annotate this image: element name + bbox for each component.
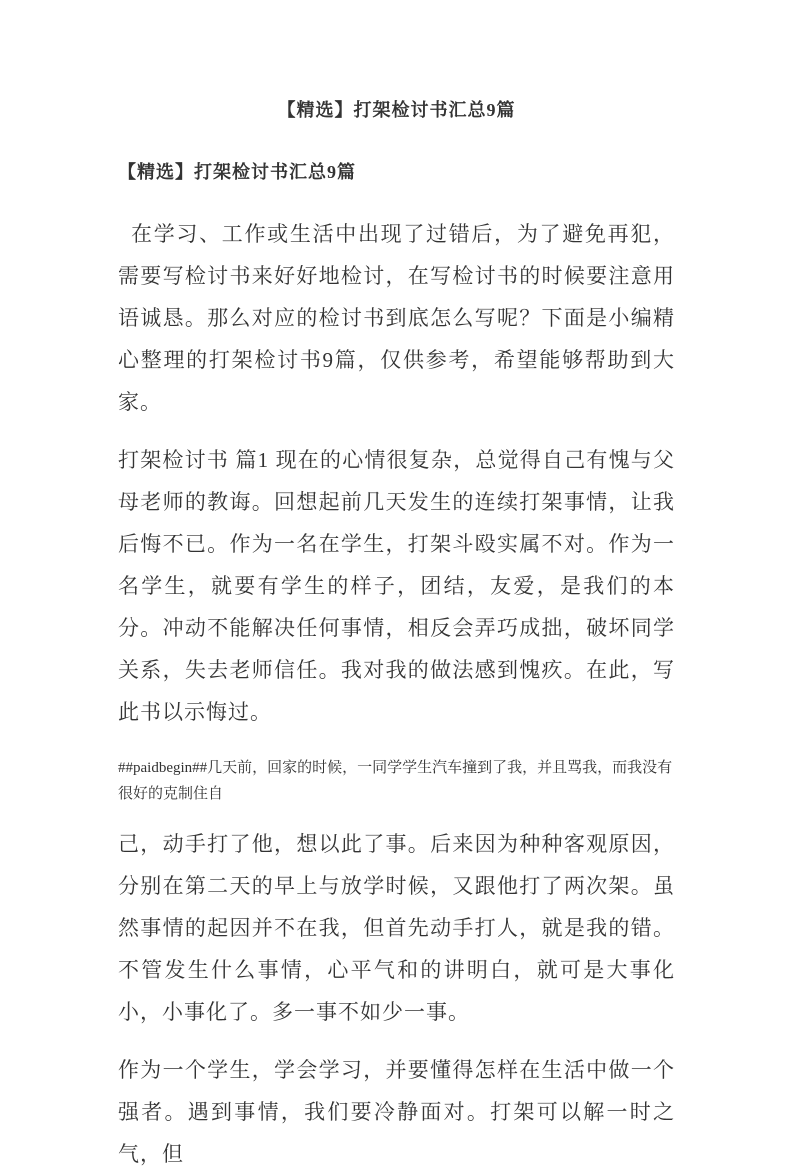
body-paragraph: 己，动手打了他，想以此了事。后来因为种种客观原因，分别在第二天的早上与放学时候，又跟他打了两次架。虽然事情的起因并不在我，但首先动手打人，就是我的错。不管发生什么事情，心平气和的讲明白，就可是大事化小，小事化了。多一事不如少一事。 (118, 832, 675, 1024)
paid-marker-paragraph: ##paidbegin##几天前，回家的时候，一同学学生汽车撞到了我，并且骂我，而我没有很好的克制住自 (118, 760, 673, 802)
document-title: 【精选】打架检讨书汇总9篇 (277, 100, 516, 120)
body-paragraph: 在学习、工作或生活中出现了过错后，为了避免再犯，需要写检讨书来好好地检讨，在写检讨书的时候要注意用语诚恳。那么对应的检讨书到底怎么写呢？下面是小编精心整理的打架检讨书9篇，仅供参考，希望能够帮助到大家。 (118, 222, 675, 414)
document-heading: 【精选】打架检讨书汇总9篇 (118, 162, 356, 182)
body-paragraph: 打架检讨书 篇1 现在的心情很复杂，总觉得自己有愧与父母老师的教诲。回想起前几天发生的连续打架事情，让我后悔不已。作为一名在学生，打架斗殴实属不对。作为一名学生，就要有学生的样子，团结，友爱，是我们的本分。冲动不能解决任何事情，相反会弄巧成拙，破坏同学关系，失去老师信任。我对我的做法感到愧疚。在此，写此书以示悔过。 (118, 448, 675, 724)
body-paragraph: 作为一个学生，学会学习，并要懂得怎样在生活中做一个强者。遇到事情，我们要冷静面对。打架可以解一时之气，但 (118, 1058, 675, 1166)
document-body (118, 213, 675, 1175)
